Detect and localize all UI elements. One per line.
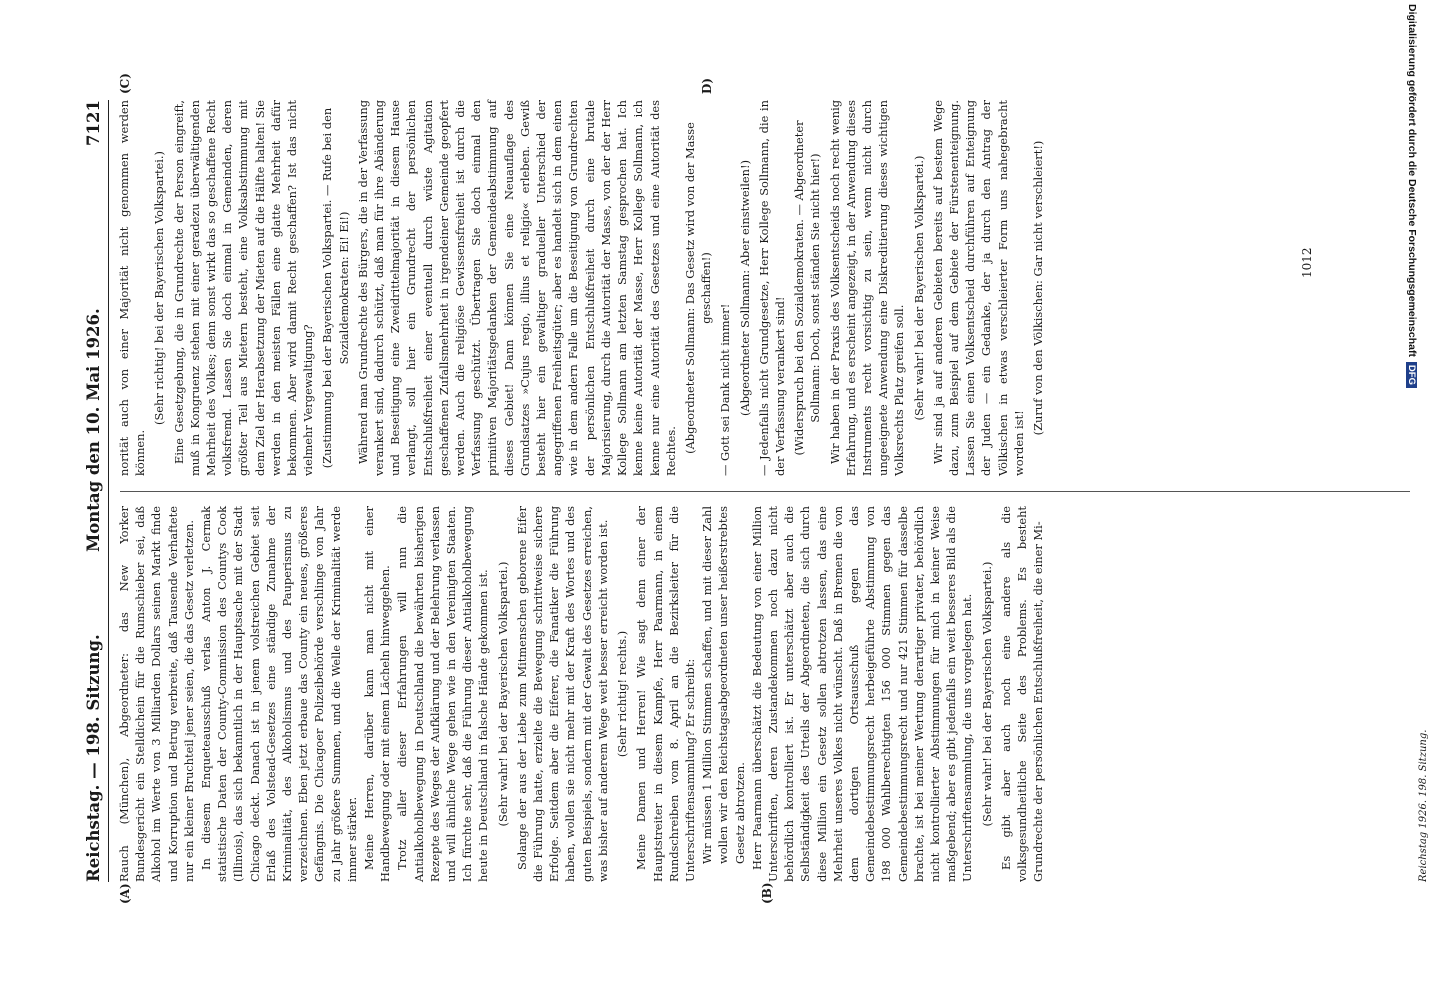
right-column bbox=[116, 100, 1049, 476]
right-paragraph: (Sehr richtig! bei der Bayerischen Volkspartei.) bbox=[152, 151, 167, 425]
left-paragraph: Solange der aus der Liebe zum Mitmenschen geborene Eifer die Führung hatte, erzielte die Bewegung schrittweise sichere Erfolge. Seitdem aber die Eiferer, die Fanatiker die Führung haben, wollen sie nicht mehr mit der Kraft des Wortes und des guten Beispiels, sondern mit der Gewalt des Gesetzes erreichen, was bisher auf anderem Wege weit besser erreicht worden ist. bbox=[514, 506, 610, 882]
left-paragraph: In diesem Enqueteausschuß verlas Anton J. Cermak statistische Daten der County-Commission des Countys Cook (Illinois), das sich bekanntlich in der Hauptsache mit der Stadt Chicago deckt. Danach ist in jenem volstreichen Gebiet seit Erlaß des Volstead-Gesetzes eine ständige Zunahme der Kriminalität, des Alkoholismus und des Pauperismus zu verzeichnen. Eben jetzt erbaue das County ein neues, größeres Gefängnis. Die Chicagoer Polizeibehörde verschlinge von Jahr zu Jahr größere Summen, und die Welle der Kriminalität werde immer stärker. bbox=[199, 506, 359, 882]
left-paragraph: Es gibt aber auch noch eine andere als die volksgesundheitliche Seite des Problems. Es besteht Grundrechte der persönlichen Entschlußfreiheit, die einer Mi- bbox=[998, 506, 1046, 882]
page-header bbox=[84, 100, 109, 882]
left-paragraph: Meine Herren, darüber kann man nicht mit einer Handbewegung oder mit einem Lächeln hinweggehen. bbox=[362, 506, 393, 882]
left-paragraph: (Sehr wahr! bei der Bayerischen Volkspartei.) bbox=[979, 561, 994, 827]
left-paragraph: (Sehr richtig! rechts.) bbox=[615, 630, 630, 758]
header-date: Montag den 10. Mai 1926. bbox=[84, 308, 103, 552]
left-paragraph: Wir müssen 1 Million Stimmen schaffen, und mit dieser Zahl wollen wir den Reichstagsabgeordneten unser heißerstrebtes Gesetz abtrotzen. bbox=[700, 506, 747, 864]
left-column bbox=[116, 506, 1047, 882]
margin-mark-d: D) bbox=[700, 77, 714, 94]
left-paragraph: Herr Paarmann überschätzt die Bedeutung von einer Million Unterschriften, deren Zustandekommen noch dazu nicht behördlich kontrolliert ist. Er unterschätzt aber auch die Selbständigkeit des Urteils der Abgeordneten, die sich durch diese Million ein Gesetz sollen abtrotzen lassen, das eine Mehrheit unseres Volkes nicht wünscht. Daß in Bremen die von dem dortigen Ortsausschuß gegen das Gemeindebestimmungsrecht herbeigeführte Abstimmung von 198 000 Wahlberechtigten 156 000 Stimmen gegen das Gemeindebestimmungsrecht und nur 421 Stimmen für dasselbe brachte, ist bei meiner Wertung derartiger privater, behördlich nicht kontrollierter Abstimmungen für mich in keiner Weise maßgebend; aber es gibt jedenfalls ein weit besseres Bild als die Unterschriftensammlung, die uns vorgelegen hat. bbox=[749, 506, 975, 882]
margin-mark-a: (A) bbox=[118, 883, 132, 904]
right-paragraph: (Sehr wahr! bei der Bayerischen Volkspartei.) bbox=[911, 155, 926, 421]
right-paragraph: — Jedenfalls nicht Grundgesetze, Herr Kollege Sollmann, die in der Verfassung verankert sind! bbox=[756, 100, 787, 476]
header-page-number: 7121 bbox=[84, 100, 103, 146]
dfg-logo: DFG bbox=[1406, 362, 1417, 388]
column-divider bbox=[120, 491, 1410, 492]
right-paragraph: Wir sind ja auf anderen Gebieten bereits auf bestem Wege dazu, zum Beispiel auf dem Gebiete der Fürstenenteignung. Lassen Sie einen Volksentscheid durchführen auf Enteignung der Juden — ein Gedanke, der ja durch den Antrag der Völkischen in etwas verschleierter Form uns nahegebracht worden ist! bbox=[930, 100, 1026, 476]
header-session: Reichstag. — 198. Sitzung. bbox=[84, 634, 103, 882]
right-paragraph: norität auch von einer Majorität nicht genommen werden können. bbox=[117, 100, 148, 476]
right-paragraph: Eine Gesetzgebung, die in Grundrechte der Person eingreift, muß in Kongruenz stehen mit einer geradezu überwältigenden Mehrheit des Volkes; denn sonst wirkt das so geschaffene Recht volksfremd. Lassen Sie doch einmal in Gemeinden, deren größter Teil aus Mietern besteht, eine Volksabstimmung mit dem Ziel der Herabsetzung der Mieten auf die Hälfte halten! Sie werden in den meisten Fällen eine glatte Mehrheit dafür bekommen. Aber wird damit Recht geschaffen? Ist das nicht vielmehr Vergewaltigung? bbox=[171, 100, 316, 476]
right-paragraph: (Widerspruch bei den Sozialdemokraten. — Abgeordneter Sollmann: Doch, sonst ständen Sie nicht hier!) bbox=[792, 120, 823, 456]
right-paragraph: Wir haben in der Praxis des Volksentscheids noch recht wenig Erfahrung, und es erscheint angezeigt, in der Anwendung dieses Instruments recht vorsichtig zu sein, wenn nicht durch ungeeignete Anwendung eine Diskreditierung dieses wichtigen Volksrechts Platz greifen soll. bbox=[827, 100, 907, 476]
right-paragraph: (Abgeordneter Sollmann: Aber einstweilen!) bbox=[737, 159, 752, 417]
margin-mark-c: (C) bbox=[118, 73, 132, 94]
right-paragraph: (Zuruf von den Völkischen: Gar nicht verschleiert!) bbox=[1030, 140, 1045, 436]
left-paragraph: Rauch (München), Abgeordneter: das New Yorker Bundesgericht ein Stelldichein für die Rumschieber sei, daß Alkohol im Werte von 3 Milliarden Dollars seinen Markt finde und Korruption und Betrug verbreite, daß Tausende Verhaftete nur ein kleiner Bruchteil jener seien, die das Gesetz verletzen. bbox=[117, 506, 196, 882]
digitization-credit bbox=[1402, 4, 1418, 1004]
right-paragraph: Während man Grundrechte des Bürgers, die in der Verfassung verankert sind, dadurch schützt, daß man für ihre Abänderung und Beseitigung eine Zweidrittelmajorität in diesem Hause verlangt, soll hier ein Grundrecht der persönlichen Entschlußfreiheit einer eventuell durch wüste Agitation geschaffenen Zufallsmehrheit in irgendeiner Gemeinde geopfert werden. Auch die religiöse Gewissensfreiheit ist durch die Verfassung geschützt. Übertragen Sie doch einmal den primitiven Majoritätsgedanken der Gemeindeabstimmung auf dieses Gebiet! Dann können Sie eine Neuauflage des Grundsatzes »Cujus regio, illius et religio« erleben. Gewiß besteht hier ein gewaltiger gradueller Unterschied der angegriffenen Freiheitsgüter; aber es handelt sich in dem einen wie in dem andern Falle um die Beseitigung von Grundrechten der persönlichen Entschlußfreiheit durch eine brutale Majorisierung, durch die Autorität der Masse, von der der Herr Kollege Sollmann am letzten Samstag gesprochen hat. Ich kenne keine Autorität der Masse, Herr Kollege Sollmann, ich kenne nur eine Autorität des Gesetzes und eine Autorität des Rechtes. bbox=[355, 100, 678, 476]
bottom-page-number: 1012 bbox=[1300, 247, 1314, 278]
page-footer: Reichstag 1926. 198. Sitzung. bbox=[1418, 729, 1429, 882]
left-paragraph: Meine Damen und Herren! Wie sagt denn einer der Hauptstreiter in diesem Kampfe, Herr Paarmann, in einem Rundschreiben vom 8. April an die Bezirksleiter für die Unterschriftensammlung? Er schreibt: bbox=[634, 506, 697, 882]
left-paragraph: Trotz aller dieser Erfahrungen will nun die Antialkoholbewegung in Deutschland die bewährten bisherigen Rezepte des Weges der Aufklärung und der Belehrung verlassen und will ähnliche Wege gehen wie in den Vereinigten Staaten. Ich fürchte sehr, daß die Führung dieser Antialkoholbewegung heute in Deutschland in falsche Hände gekommen ist. bbox=[395, 506, 491, 882]
margin-mark-b: (B) bbox=[760, 882, 774, 904]
right-paragraph: (Zustimmung bei der Bayerischen Volkspartei. — Rufe bei den Sozialdemokraten: Ei! Ei!) bbox=[320, 107, 351, 469]
right-paragraph: — Gott sei Dank nicht immer! bbox=[718, 303, 733, 476]
credit-text: Digitalisierung gefördert durch die Deutsche Forschungsgemeinschaft bbox=[1406, 4, 1418, 357]
right-paragraph: (Abgeordneter Sollmann: Das Gesetz wird von der Masse geschaffen!) bbox=[682, 122, 714, 454]
left-paragraph: (Sehr wahr! bei der Bayerischen Volkspartei.) bbox=[495, 561, 510, 827]
